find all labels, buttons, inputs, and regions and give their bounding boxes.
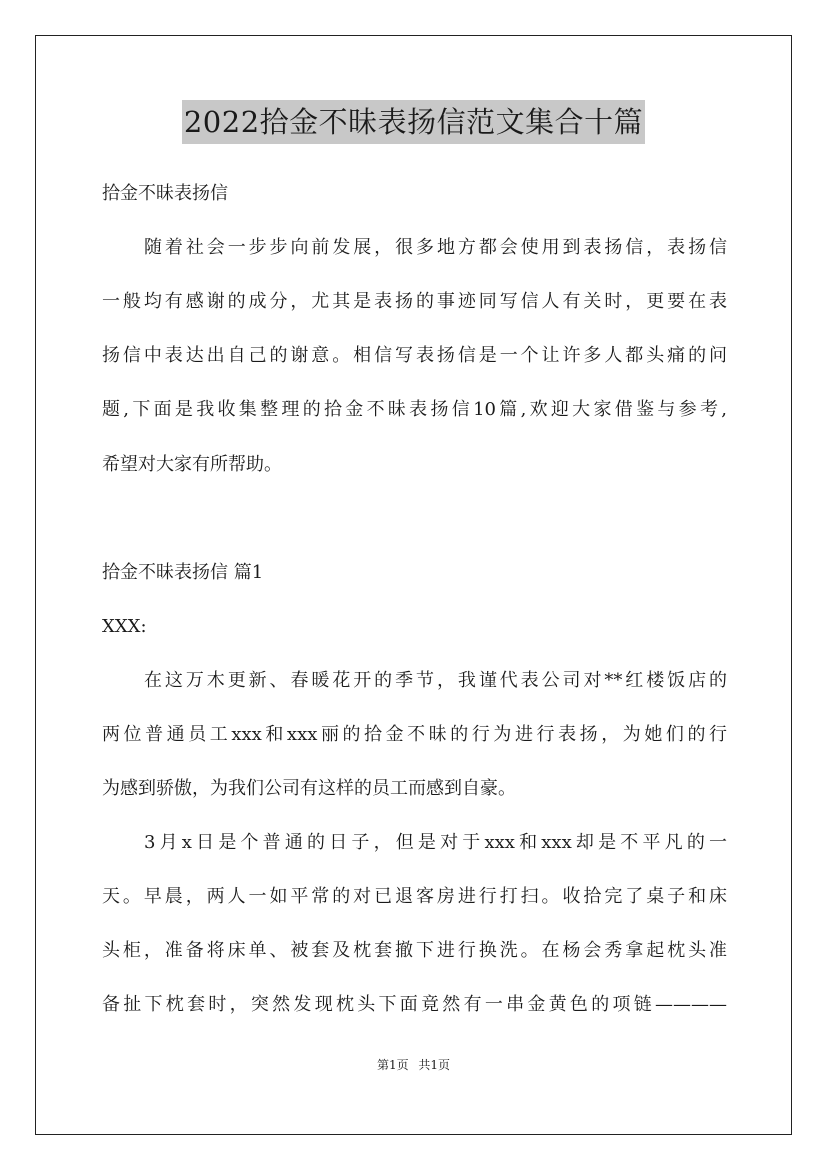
intro-heading: 拾金不昧表扬信 bbox=[102, 183, 228, 204]
paragraph-line: 备扯下枕套时，突然发现枕头下面竟然有一串金黄色的项链———— bbox=[102, 994, 727, 1015]
document-title: 2022拾金不昧表扬信范文集合十篇 bbox=[182, 100, 645, 144]
salutation: XXX: bbox=[102, 616, 147, 637]
paragraph-line: 天。早晨，两人一如平常的对已退客房进行打扫。收拾完了桌子和床 bbox=[102, 886, 727, 907]
paragraph-line: 在这万木更新、春暖花开的季节，我谨代表公司对**红楼饭店的 bbox=[144, 670, 727, 691]
paragraph-line: 3月x日是个普通的日子，但是对于xxx和xxx却是不平凡的一 bbox=[144, 832, 727, 853]
intro-line: 题,下面是我收集整理的拾金不昧表扬信10篇,欢迎大家借鉴与参考, bbox=[102, 399, 727, 420]
intro-line: 随着社会一步步向前发展，很多地方都会使用到表扬信，表扬信 bbox=[144, 237, 727, 258]
intro-line: 扬信中表达出自己的谢意。相信写表扬信是一个让许多人都头痛的问 bbox=[102, 345, 727, 366]
title-block bbox=[0, 100, 827, 144]
paragraph-line: 两位普通员工xxx和xxx丽的拾金不昧的行为进行表扬，为她们的行 bbox=[102, 724, 727, 745]
intro-line: 希望对大家有所帮助。 bbox=[102, 454, 282, 475]
page-number: 第1页 共1页 bbox=[376, 1058, 451, 1072]
intro-line: 一般均有感谢的成分，尤其是表扬的事迹同写信人有关时，更要在表 bbox=[102, 291, 727, 312]
section-heading: 拾金不昧表扬信 篇1 bbox=[102, 562, 264, 583]
paragraph-line: 为感到骄傲，为我们公司有这样的员工而感到自豪。 bbox=[102, 778, 516, 799]
paragraph-line: 头柜，准备将床单、被套及枕套撤下进行换洗。在杨会秀拿起枕头准 bbox=[102, 940, 727, 961]
